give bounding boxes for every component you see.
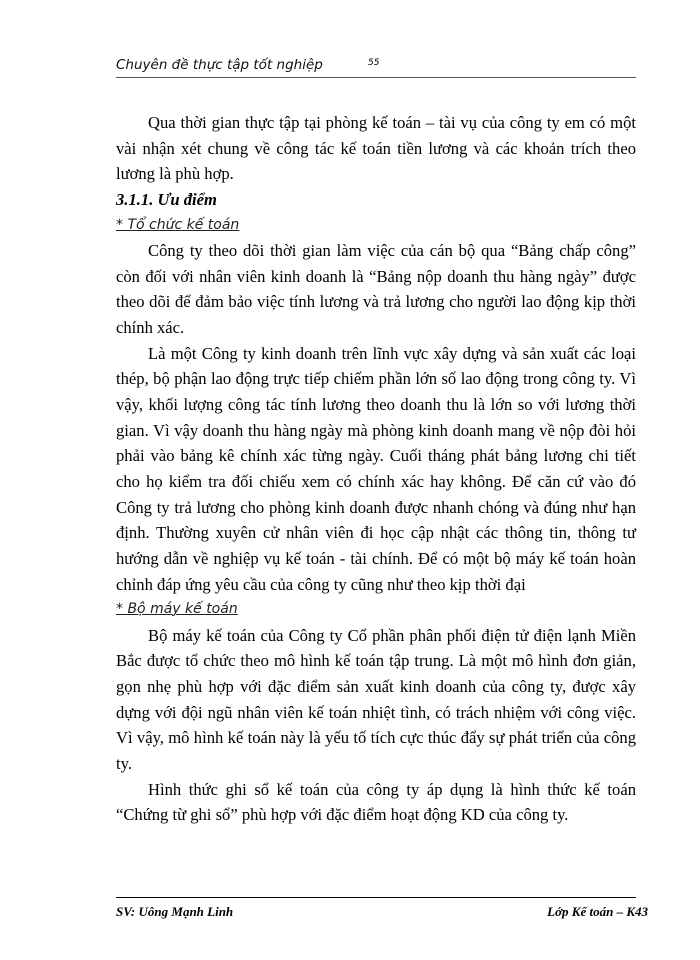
paragraph-line: gọn nhẹ phù hợp với đặc điểm sản xuất kinh doanh của công ty, được xây bbox=[116, 677, 636, 697]
paragraph-line: chính xác. bbox=[116, 318, 185, 338]
document-body bbox=[116, 110, 636, 828]
paragraph-line: Qua thời gian thực tập tại phòng kế toán – tài vụ của công ty em có một bbox=[148, 113, 636, 132]
paragraph-line: Vì vậy, mô hình kế toán này là yếu tố tích cực thúc đẩy sự phát triển của công bbox=[116, 728, 636, 748]
paragraph-line: Công ty trả lương cho phòng kinh doanh được nhanh chóng và đúng như hạn bbox=[116, 497, 636, 517]
paragraph-line: ty. bbox=[116, 754, 132, 774]
paragraph-line: Là một Công ty kinh doanh trên lĩnh vực xây dựng và sản xuất các loại bbox=[148, 343, 636, 363]
paragraph-line: vậy, khối lượng công tác tính lương theo doanh thu là lớn so với lương thời bbox=[116, 395, 636, 415]
page-number: 55 bbox=[368, 58, 380, 68]
paragraph-line: lương là phù hợp. bbox=[116, 164, 234, 184]
section-heading: 3.1.1. Ưu điểm bbox=[116, 189, 217, 209]
header-rule bbox=[116, 77, 636, 78]
paragraph-line: Bắc được tổ chức theo mô hình kế toán tập trung. Là một mô hình đơn giản, bbox=[116, 651, 636, 671]
paragraph-line: “Chứng từ ghi sổ” phù hợp với đặc điểm hoạt động KD của công ty. bbox=[116, 805, 569, 825]
subsection-heading: * Tổ chức kế toán bbox=[116, 216, 240, 233]
paragraph-line: dựng với đội ngũ nhân viên kế toán nhiệt tình, có trách nhiệm với công việc. bbox=[116, 702, 636, 722]
paragraph bbox=[116, 341, 636, 597]
paragraph-line: theo dõi để đảm bảo việc tính lương và trả lương cho người lao động kịp thời bbox=[116, 292, 636, 312]
paragraph-line: Hình thức ghi sổ kế toán của công ty áp dụng là hình thức kế toán bbox=[148, 779, 636, 799]
paragraph bbox=[116, 238, 636, 341]
paragraph-line: phải vào bảng kê chính xác từng ngày. Cuối tháng phát bảng lương chi tiết bbox=[116, 446, 636, 466]
footer-class: Lớp Kế toán – K43 bbox=[547, 904, 648, 919]
paragraph-line: hướng dẫn về nghiệp vụ kế toán - tài chính. Để có một bộ máy kế toán hoàn bbox=[116, 548, 636, 568]
paragraph-line: gian. Vì vậy doanh thu hàng ngày mà phòng kinh doanh mang về nộp đòi hỏi bbox=[116, 420, 636, 440]
paragraph-line: Công ty theo dõi thời gian làm việc của cán bộ qua “Bảng chấp công” bbox=[148, 241, 636, 261]
subsection-heading: * Bộ máy kế toán bbox=[116, 601, 238, 618]
paragraph-line: cho họ kiểm tra đối chiếu xem có chính xác hay không. Để căn cứ vào đó bbox=[116, 471, 636, 491]
footer-rule bbox=[116, 897, 636, 898]
paragraph-line: định. Thường xuyên cử nhân viên đi học cập nhật các thông tin, thông tư bbox=[116, 523, 636, 543]
paragraph-line: Bộ máy kế toán của Công ty Cổ phần phân phối điện tử điện lạnh Miền bbox=[148, 625, 636, 645]
running-header-title: Chuyên đề thực tập tốt nghiệp bbox=[116, 57, 323, 73]
paragraph bbox=[116, 110, 636, 187]
paragraph-line: chỉnh đáp ứng yêu cầu của công ty cũng như theo kịp thời đại bbox=[116, 574, 526, 594]
paragraph bbox=[116, 777, 636, 828]
paragraph-line: còn đối với nhân viên kinh doanh là “Bảng nộp doanh thu hàng ngày” được bbox=[116, 266, 636, 286]
footer-student: SV: Uông Mạnh Linh bbox=[116, 904, 234, 919]
paragraph bbox=[116, 623, 636, 777]
paragraph-line: thép, bộ phận lao động trực tiếp chiếm phần lớn số lao động trong công ty. Vì bbox=[116, 369, 636, 389]
paragraph-line: vài nhận xét chung về công tác kế toán tiền lương và các khoản trích theo bbox=[116, 138, 636, 158]
